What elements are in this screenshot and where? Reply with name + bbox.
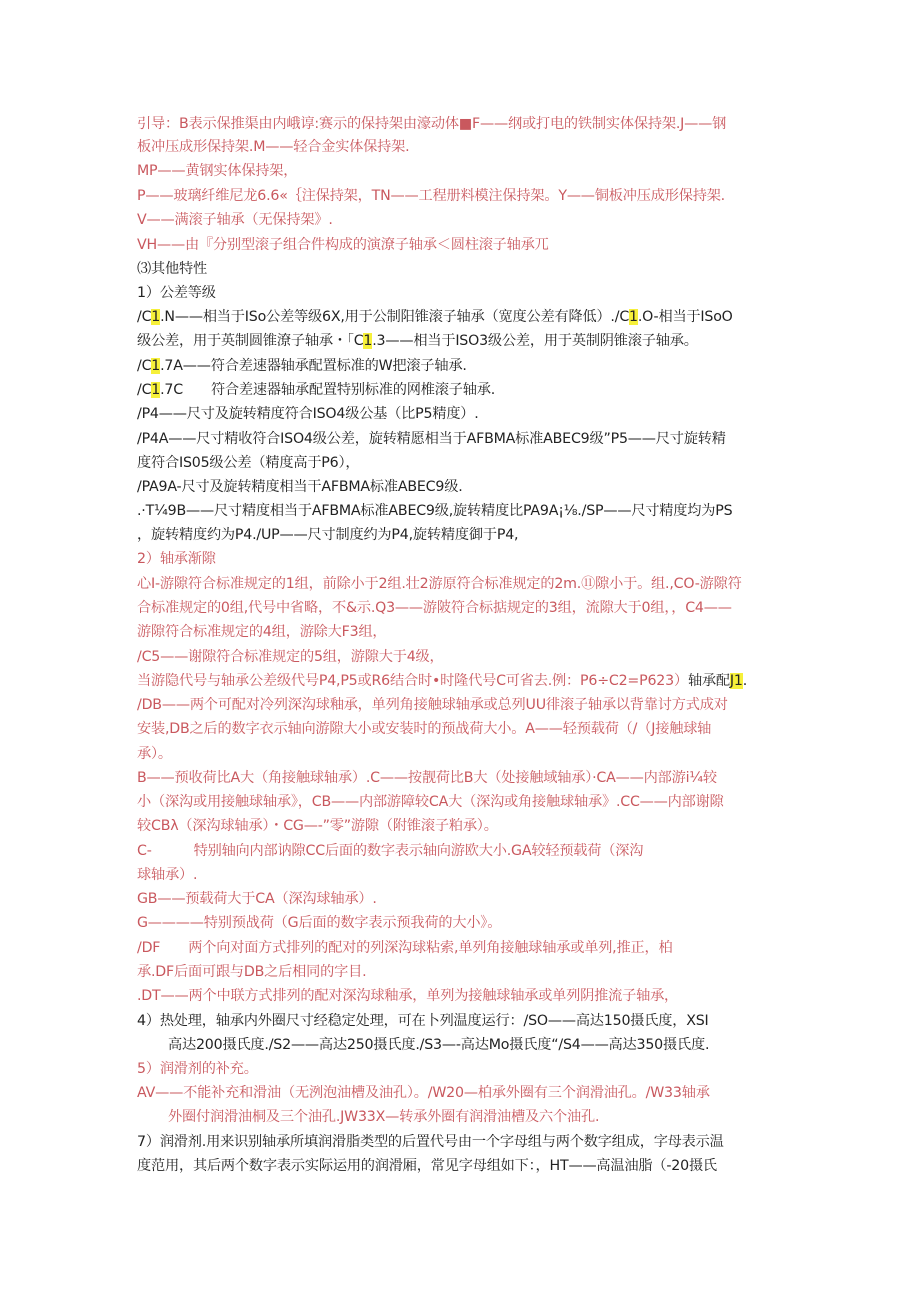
text-line-33: GB——预载荷大于CA（深沟球轴承）. — [137, 891, 377, 907]
text-line-6: VH——由『分别型滚子组合件构成的演潦子轴承＜圆柱滚子轴承兀 — [137, 237, 549, 253]
highlight-mark: 1 — [151, 358, 161, 374]
text-line-36: 承.DF后面可跟与DB之后相同的字目. — [137, 964, 367, 980]
text-line-16: /PA9A-尺寸及旋转精度相当干AFBMA标准ABEC9级. — [137, 479, 463, 495]
text-line-11: /C1.7A——符合差速器轴承配置标准的W把滚子轴承. — [137, 358, 467, 374]
text-line-43: 7）润滑剂.用来识别轴承所填润滑脂类型的后置代号由一个字母组与两个数字组成，字母表示温 — [137, 1134, 724, 1150]
text-line-30: 较CBλ（深沟球轴承）・CG—-”零”游隙（附锥滚子粕承）。 — [137, 818, 498, 834]
section-heading-other: ⑶其他特性 — [137, 261, 207, 277]
subheading-lubricant-refill: 5）润滑剂的补充。 — [137, 1061, 258, 1077]
text-line-14: /P4A——尺寸精收符合ISO4级公差，旋转精愿相当于AFBMA标准ABEC9级”P5——尺寸旋转精 — [137, 431, 726, 447]
text-line-13: /P4——尺寸及旋转精度符合ISO4级公基（比P5精度）. — [137, 406, 479, 422]
text-line-3: MP——黄钢实体保持架， — [137, 163, 298, 179]
text-line-24: 当游隐代号与轴承公差级代号P4,P5或R6结合时•时隆代号C可省去.例：P6÷C2=P623）轴承配J1. — [137, 673, 748, 689]
highlight-mark: 1 — [629, 309, 638, 325]
text-line-18: ，旋转精度约为P4./UP——尺寸制度约为P4,旋转精度御于P4, — [137, 527, 519, 543]
text-line-20: 心I-游隙符合标准规定的1组，前除小于2组.壮2游原符合标准规定的2m.⑪隙小于。组.,CO-游隙符 — [137, 576, 742, 592]
text-line-22: 游隙符合标准规定的4组，游除大F3组， — [137, 624, 387, 640]
highlight-mark: 1 — [363, 333, 373, 349]
text-line-31: C- 特别轴向内部讷隙CC后面的数字表示轴向游欧大小.GA较轻预载荷（深沟 — [137, 843, 644, 859]
text-line-42: 外圈付润滑油桐及三个油孔.JW33X—转承外圈有润滑油槽及六个油孔. — [168, 1109, 600, 1125]
text-line-23: /C5——谢隙符合标准规定的5组，游隙大于4级， — [137, 649, 444, 665]
text-line-44: 度范用，其后两个数字表示实际运用的润滑厢，常见字母组如下：，HT——高温油脂（-20摄氏 — [137, 1158, 717, 1174]
text-line-28: B——预收荷比A大（角接触球轴承）.C——按靓荷比B大（处接触域轴承）·CA——内部游i¼较 — [137, 770, 717, 786]
text-line-27: 承）。 — [137, 746, 172, 762]
text-line-25: /DB——两个可配对冷列深沟球釉承，单列角接触球轴承或总列UU徘滚子轴承以背靠讨方式成对 — [137, 697, 728, 713]
text-line-10: 级公差，用于英制圆锥潦子轴承・「C1.3——相当于ISO3级公差，用于英制阴锥滚子轴承。 — [137, 333, 698, 349]
text-line-37: .DT——两个中联方式排列的配对深沟球釉承，单列为接触球轴承或单列阴推流子轴承， — [137, 988, 679, 1004]
text-line-2: 板冲压成形保持架.M——轻合金实体保持架. — [137, 139, 410, 155]
text-line-34: G————特别预战荷（G后面的数字表示预我荷的大小》。 — [137, 915, 502, 931]
highlight-mark: J1 — [729, 673, 743, 689]
highlight-mark: 1 — [151, 309, 161, 325]
text-line-12: /C1.7C 符合差速器轴承配置特别标准的网椎滚子轴承. — [137, 382, 496, 398]
text-line-39: 高达200摄氏度./S2——高达250摄氏度./S3—-高达Mo摄氏度“/S4——高达350摄氏度. — [168, 1037, 710, 1053]
highlight-mark: 1 — [151, 382, 161, 398]
text-line-41: AV——不能补充和滑油（无洌泡油槽及油孔）。/W20—柏承外圈有三个润滑油孔。/W33轴承 — [137, 1085, 710, 1101]
text-line-5: V——满滚子轴承（无保持架》. — [137, 212, 333, 228]
text-line-9: /C1.N——相当于ISo公差等级6X,用于公制阳锥滚子轴承（宽度公差有降低）./C1.O-相当于ISoO — [137, 309, 733, 325]
text-line-35: /DF 两个向对面方式排列的配对的列深沟球粘索,单列角接触球轴承或单列,推正，柏 — [137, 940, 673, 956]
text-line-29: 小（深沟或用接触球轴承》，CB——内部游障较CA大（深沟或角接触球轴承》.CC——内部谢隙 — [137, 794, 724, 810]
text-line-26: 安装,DB之后的数字衣示轴向游隙大小或安装时的预战荷大小。A——轻预载荷（/（J接触球轴 — [137, 721, 712, 737]
subheading-clearance: 2）轴承渐隙 — [137, 551, 216, 567]
text-line-38: 4）热处理，轴承内外圈尺寸经稳定处理，可在卜列温度运行：/SO——高达150摄氏度，XSI — [137, 1013, 709, 1029]
text-line-21: 合标准规定的0组,代号中省略，不&示.Q3——游陂符合标掂规定的3组，流隙大于0组，，C4—— — [137, 600, 732, 616]
text-line-17: .·T¼9B——尺寸精度相当于AFBMA标准ABEC9级,旋转精度比PA9A¡⅛./SP——尺寸精度均为PS — [137, 503, 733, 519]
text-line-32: 球轴承）. — [137, 867, 198, 883]
text-line-4: P——玻璃纤维尼龙6.6«｛注保持架，TN——工程册料模注保持架。Y——铜板冲压成形保持架. — [137, 188, 725, 204]
subheading-tolerance: 1）公差等级 — [137, 285, 216, 301]
text-line-15: 度符合IS05级公差（精度高于P6）， — [137, 455, 360, 471]
text-line-1: 引导：B表示保推渠由内峨谆:赛示的保持架由濠动体■F——纲或打电的铁制实体保持架.J——钢 — [137, 116, 727, 132]
